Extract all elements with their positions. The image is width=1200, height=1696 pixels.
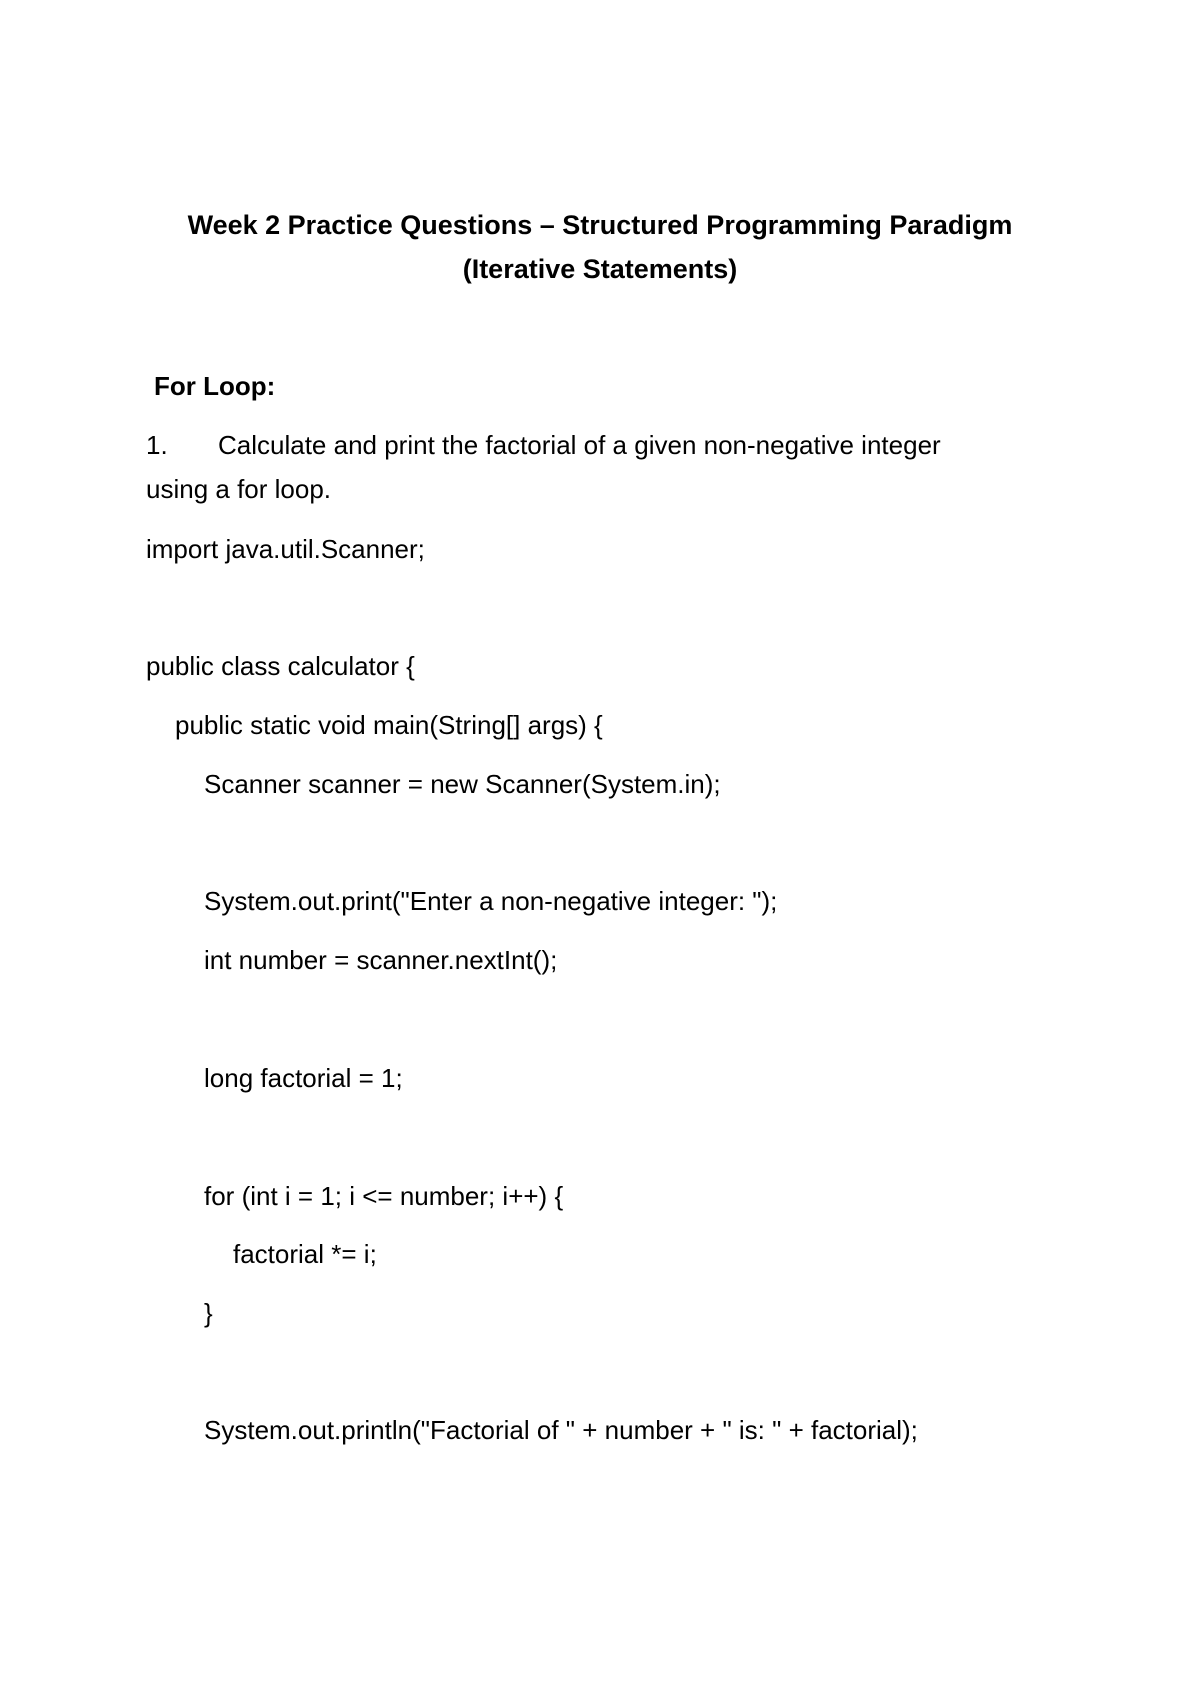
page-subtitle: (Iterative Statements) <box>462 254 738 284</box>
code-line: public static void main(String[] args) { <box>175 710 603 740</box>
code-line: public class calculator { <box>146 651 415 681</box>
question-text: Calculate and print the factorial of a given non-negative integer <box>218 430 941 460</box>
code-line: factorial *= i; <box>233 1239 377 1269</box>
code-line: for (int i = 1; i <= number; i++) { <box>204 1181 564 1211</box>
page-title: Week 2 Practice Questions – Structured Programming Paradigm <box>187 210 1013 240</box>
code-line: import java.util.Scanner; <box>146 534 425 564</box>
section-heading-for-loop: For Loop: <box>154 371 276 401</box>
question-number: 1. <box>146 430 168 460</box>
code-line: int number = scanner.nextInt(); <box>204 945 558 975</box>
question-text-continuation: using a for loop. <box>146 474 332 504</box>
code-line: } <box>204 1298 213 1328</box>
code-line: System.out.print("Enter a non-negative integer: "); <box>204 886 778 916</box>
code-line: long factorial = 1; <box>204 1063 403 1093</box>
code-line: System.out.println("Factorial of " + number + " is: " + factorial); <box>204 1415 918 1445</box>
code-line: Scanner scanner = new Scanner(System.in); <box>204 769 721 799</box>
